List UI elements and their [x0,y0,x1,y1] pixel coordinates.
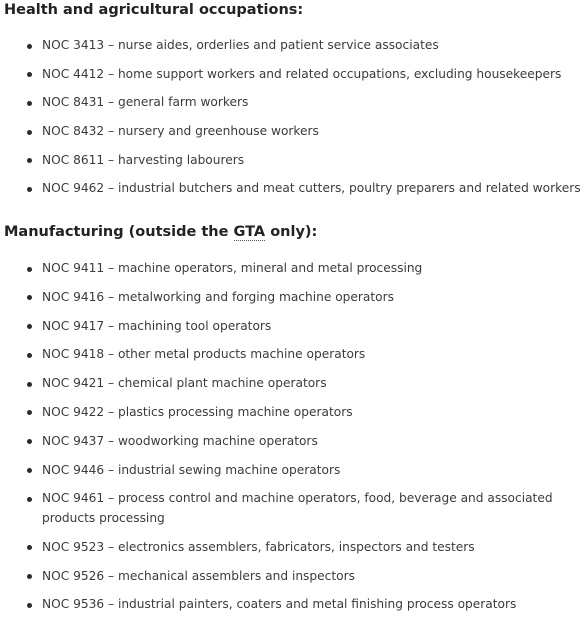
list-item-text: NOC 9417 – machining tool operators [42,318,272,333]
list-item [0,317,585,346]
bullet-icon [27,158,32,163]
section-heading-health: Health and agricultural occupations: [4,2,304,18]
bullet-icon [27,295,32,300]
bullet-icon [27,187,32,192]
list-item-text: NOC 9462 – industrial butchers and meat cutters, poultry preparers and related workers [42,181,581,196]
bullet-icon [27,353,32,358]
list-item [0,538,585,567]
list-item-text: NOC 9526 – mechanical assemblers and inspectors [42,568,355,583]
list-item [0,259,585,288]
list-item-text: NOC 9536 – industrial painters, coaters and metal finishing process operators [42,597,517,612]
bullet-icon [27,130,32,135]
heading-text-before: Manufacturing (outside the [4,224,234,240]
list-item-text: NOC 9421 – chemical plant machine operators [42,376,327,391]
list-item [0,345,585,374]
bullet-icon [27,324,32,329]
list-item [0,36,585,65]
bullet-icon [27,410,32,415]
manufacturing-occupations-list [0,259,585,624]
list-item [0,179,585,208]
bullet-icon [27,545,32,550]
list-item-text: NOC 9446 – industrial sewing machine operators [42,462,341,477]
bullet-icon [27,439,32,444]
list-item-text: NOC 9418 – other metal products machine operators [42,347,366,362]
list-item-text: NOC 9523 – electronics assemblers, fabricators, inspectors and testers [42,539,475,554]
list-item-text: NOC 4412 – home support workers and related occupations, excluding housekeepers [42,66,562,81]
list-item [0,288,585,317]
list-item-text: NOC 9461 – process control and machine operators, food, beverage and associated products processing [42,491,553,525]
list-item-text: NOC 8432 – nursery and greenhouse workers [42,124,319,139]
health-occupations-list [0,36,585,208]
list-item [0,65,585,94]
list-item [0,122,585,151]
bullet-icon [27,468,32,473]
list-item [0,374,585,403]
list-item [0,595,585,624]
bullet-icon [27,382,32,387]
list-item [0,461,585,490]
bullet-icon [27,101,32,106]
list-item-text: NOC 8611 – harvesting labourers [42,152,245,167]
list-item-text: NOC 3413 – nurse aides, orderlies and patient service associates [42,38,439,52]
list-item-text: NOC 9416 – metalworking and forging machine operators [42,289,394,304]
list-item [0,93,585,122]
list-item-text: NOC 9437 – woodworking machine operators [42,433,318,448]
list-item [0,489,585,538]
bullet-icon [27,603,32,608]
bullet-icon [27,72,32,77]
list-item [0,567,585,596]
list-item-text: NOC 9422 – plastics processing machine operators [42,404,353,419]
list-item [0,403,585,432]
bullet-icon [27,44,32,49]
list-item [0,151,585,180]
section-heading-manufacturing [4,224,317,240]
list-item [0,432,585,461]
bullet-icon [27,574,32,579]
list-item-text: NOC 9411 – machine operators, mineral and metal processing [42,261,423,275]
gta-abbreviation: GTA [233,224,266,240]
list-item-text: NOC 8431 – general farm workers [42,95,249,110]
bullet-icon [27,267,32,272]
bullet-icon [27,497,32,502]
heading-text-after: only): [265,224,318,240]
